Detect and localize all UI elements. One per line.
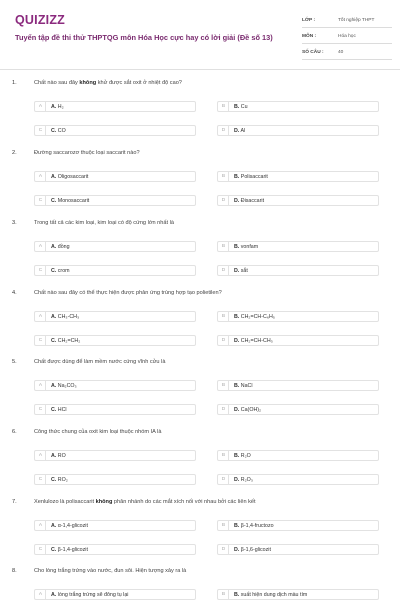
meta-count-value: 40 [338,50,344,55]
answer-option-b[interactable] [217,171,379,182]
option-key: A. [51,103,57,110]
option-value: sắt [239,267,248,274]
option-key: C. [51,197,57,204]
option-key: B. [234,173,240,180]
option-text [51,453,66,459]
option-text [234,453,251,459]
question-number: 8. [12,568,17,574]
option-letter-box: C [36,405,46,414]
question-number: 5. [12,359,17,365]
answer-option-a[interactable] [34,520,196,531]
question-text [34,150,384,156]
option-letter-box: A [36,102,46,111]
question-text-part: Xenlulozo là polisaccarit [34,499,96,505]
option-value: Na₂CO₃ [56,382,77,389]
option-letter-box: D [219,405,229,414]
option-text [51,314,79,320]
option-letter-box: B [219,381,229,390]
question-text-part: Chất được dùng để làm mềm nước cứng vĩnh cửu là [34,359,166,365]
option-value: crom [56,267,70,274]
option-value: RO [56,452,66,459]
answer-option-c[interactable] [34,335,196,346]
question-text-part: phân nhánh do các mắt xích nối với nhau bởi các liên kết [112,499,256,505]
question-text-part: Công thức chung của oxit kim loại thuộc nhóm IA là [34,429,162,435]
option-text [234,477,253,483]
option-value: Al [239,127,246,134]
question-text-part: Đường saccarozơ thuộc loại saccarit nào? [34,150,140,156]
option-text [234,523,274,529]
option-key: B. [234,243,240,250]
question-text-part: Trong tất cả các kim loại, kim loại có độ cứng lớn nhất là [34,220,174,226]
question-number: 2. [12,150,17,156]
option-text [234,314,275,320]
answer-option-c[interactable] [34,265,196,276]
option-value: β-1,4-fructozo [239,522,274,529]
question [0,429,400,499]
answer-option-c[interactable] [34,195,196,206]
option-letter-box: A [36,521,46,530]
option-value: lòng trắng trứng sẽ đông tụ lại [56,591,129,598]
question-text [34,220,384,226]
option-text [51,244,70,250]
option-letter-box: D [219,336,229,345]
question-text-part: Cho lòng trắng trứng vào nước, đun sôi. Hiện tượng xảy ra là [34,568,187,574]
option-letter-box: D [219,266,229,275]
question-number: 6. [12,429,17,435]
option-value: RO₂ [56,476,68,483]
question-text-part: Chất nào sau đây có thể thực hiện được phản ứng trùng hợp tạo polietilen? [34,290,222,296]
option-key: C. [51,267,57,274]
question [0,568,400,600]
option-value: Ca(OH)₂ [239,406,262,413]
option-letter-box: C [36,196,46,205]
option-key: A. [51,522,57,529]
worksheet-meta [302,14,392,62]
answer-option-b[interactable] [217,101,379,112]
option-value: Oligosaccarit [56,173,89,180]
question-text-part: Chất nào sau đây [34,80,80,86]
option-letter-box: B [219,521,229,530]
question-text [34,429,384,435]
option-key: B. [234,382,240,389]
question-number: 3. [12,220,17,226]
option-value: NaCl [239,382,253,389]
option-key: B. [234,522,240,529]
answer-option-a[interactable] [34,450,196,461]
option-text [234,174,268,180]
option-text [234,547,271,553]
answer-option-d[interactable] [217,195,379,206]
answer-option-b[interactable] [217,450,379,461]
answer-option-d[interactable] [217,474,379,485]
option-key: D. [234,267,240,274]
option-letter-box: C [36,266,46,275]
question-emphasis: không [79,80,97,86]
option-key: C. [51,476,57,483]
option-text [234,244,258,250]
question [0,150,400,220]
option-key: D. [234,476,240,483]
option-letter-box: D [219,196,229,205]
option-key: B. [234,103,240,110]
option-key: A. [51,382,57,389]
option-text [234,198,264,204]
meta-count-label: SỐ CÂU : [302,50,324,55]
worksheet-title: Tuyển tập đề thi thử THPTQG môn Hóa Học cực hay có lời giải (Đề số 13) [15,33,273,42]
question-text [34,568,384,574]
option-letter-box: B [219,172,229,181]
answer-option-d[interactable] [217,404,379,415]
option-letter-box: B [219,102,229,111]
option-letter-box: D [219,545,229,554]
option-text [234,383,253,389]
answer-option-b[interactable] [217,380,379,391]
option-key: D. [234,546,240,553]
option-text [51,268,70,274]
question [0,80,400,150]
option-text [234,338,273,344]
option-text [51,104,64,110]
option-key: A. [51,313,57,320]
option-text [51,523,88,529]
option-letter-box: C [36,475,46,484]
meta-grade [302,14,392,28]
option-value: vonfam [239,243,259,250]
option-key: B. [234,452,240,459]
question-text [34,359,384,365]
meta-subject [302,30,392,44]
option-letter-box: A [36,590,46,599]
meta-count [302,46,392,60]
question-text [34,290,384,296]
option-value: β-1,6-glicozit [239,546,271,553]
question [0,290,400,360]
meta-grade-label: LỚP : [302,18,316,23]
option-key: C. [51,337,57,344]
option-text [51,547,88,553]
answer-option-d[interactable] [217,265,379,276]
option-text [51,477,68,483]
option-text [51,174,88,180]
answer-option-d[interactable] [217,335,379,346]
option-text [51,383,77,389]
meta-subject-value: Hóa học [338,34,356,39]
option-letter-box: A [36,381,46,390]
question-text-part: khử được sắt oxit ở nhiệt độ cao? [96,80,182,86]
option-value: CH₂=CH-CH₃ [239,337,273,344]
option-value: β-1,4-glicozit [56,546,88,553]
option-key: C. [51,546,57,553]
option-value: CH₃-CH₃ [56,313,80,320]
option-text [51,592,128,598]
option-key: C. [51,127,57,134]
option-letter-box: C [36,545,46,554]
option-text [51,338,80,344]
answer-option-d[interactable] [217,544,379,555]
question-number: 1. [12,80,17,86]
option-value: CH₂=CH-C₆H₅ [239,313,275,320]
option-text [51,128,66,134]
answer-option-a[interactable] [34,101,196,112]
option-letter-box: B [219,451,229,460]
answer-option-d[interactable] [217,125,379,136]
answer-option-c[interactable] [34,474,196,485]
option-value: R₂O₃ [239,476,253,483]
option-key: A. [51,591,57,598]
answer-option-a[interactable] [34,311,196,322]
answer-option-c[interactable] [34,125,196,136]
option-key: B. [234,313,240,320]
question [0,499,400,569]
answer-option-b[interactable] [217,520,379,531]
option-value: H₂ [56,103,64,110]
option-letter-box: C [36,126,46,135]
option-text [234,407,261,413]
option-letter-box: A [36,242,46,251]
option-key: D. [234,406,240,413]
option-letter-box: B [219,242,229,251]
option-key: C. [51,406,57,413]
option-text [234,104,248,110]
option-key: A. [51,243,57,250]
answer-option-c[interactable] [34,404,196,415]
option-text [234,128,245,134]
question-number: 7. [12,499,17,505]
question-number: 4. [12,290,17,296]
option-letter-box: B [219,590,229,599]
option-letter-box: A [36,451,46,460]
meta-grade-value: Tốt nghiệp THPT [338,18,375,23]
option-value: Polisaccarit [239,173,268,180]
question-text [34,499,384,505]
option-text [51,198,89,204]
option-key: D. [234,127,240,134]
option-value: xuất hiện dung dịch màu tím [239,591,308,598]
answer-option-a[interactable] [34,171,196,182]
answer-option-c[interactable] [34,544,196,555]
option-key: D. [234,197,240,204]
option-value: CO [56,127,66,134]
option-key: A. [51,173,57,180]
quizizz-logo: QUIZIZZ [15,13,66,27]
question [0,220,400,290]
option-letter-box: B [219,312,229,321]
option-key: A. [51,452,57,459]
option-text [234,592,307,598]
question [0,359,400,429]
meta-subject-label: MÔN : [302,34,317,39]
option-text [234,268,248,274]
header-divider [0,69,400,70]
answer-option-b[interactable] [217,311,379,322]
answer-option-a[interactable] [34,589,196,600]
answer-option-b[interactable] [217,589,379,600]
option-value: Monosaccarit [56,197,90,204]
option-key: D. [234,337,240,344]
question-text [34,80,384,86]
option-letter-box: A [36,312,46,321]
option-letter-box: C [36,336,46,345]
question-emphasis: không [95,499,113,505]
option-letter-box: D [219,126,229,135]
option-value: Cu [239,103,248,110]
option-value: HCl [56,406,67,413]
option-key: B. [234,591,240,598]
option-value: Đisaccarit [239,197,265,204]
answer-option-b[interactable] [217,241,379,252]
option-value: R₂O [239,452,251,459]
answer-option-a[interactable] [34,241,196,252]
answer-option-a[interactable] [34,380,196,391]
option-value: α-1,4-glicozit [56,522,88,529]
option-value: CH₂=CH₂ [56,337,81,344]
option-value: đồng [56,243,70,250]
option-letter-box: A [36,172,46,181]
option-text [51,407,67,413]
option-letter-box: D [219,475,229,484]
